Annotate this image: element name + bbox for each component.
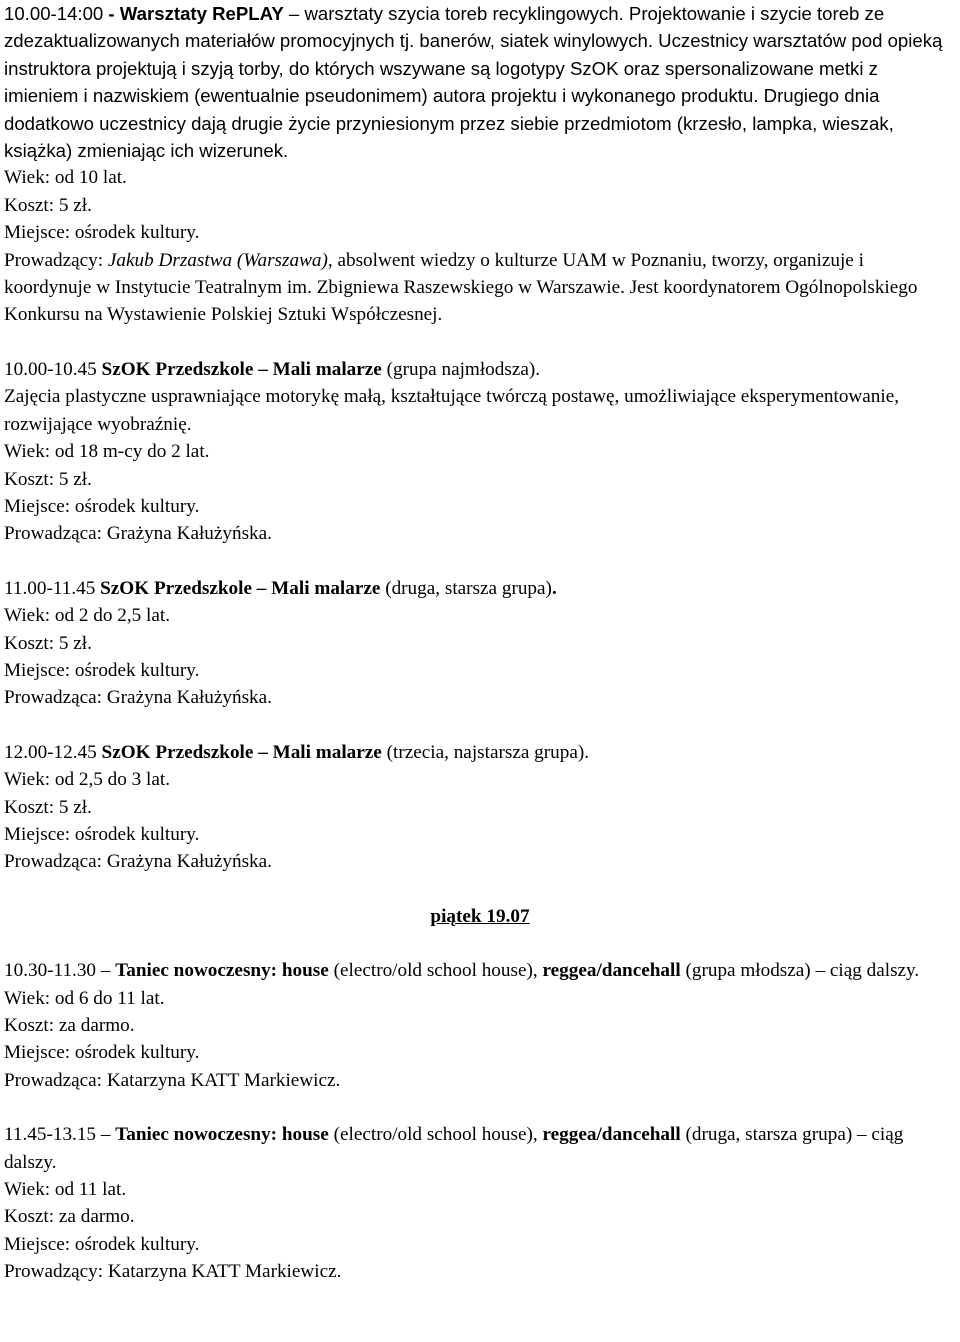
event-heading: 10.30-11.30 – Taniec nowoczesny: house (electro/old school house), reggea/dancehall (grupa młodsza) – ciąg dalszy. xyxy=(4,960,920,982)
event-age: Wiek: od 6 do 11 lat. xyxy=(4,987,165,1009)
event-cost: Koszt: 5 zł. xyxy=(4,468,92,490)
event-host: Prowadząca: Grażyna Kałużyńska. xyxy=(4,687,272,709)
event-place: Miejsce: ośrodek kultury. xyxy=(4,1233,200,1255)
event-heading: 12.00-12.45 SzOK Przedszkole – Mali malarze (trzecia, najstarsza grupa). xyxy=(4,741,590,763)
event-place: Miejsce: ośrodek kultury. xyxy=(4,495,200,517)
event-place: Miejsce: ośrodek kultury. xyxy=(4,823,200,845)
event-age: Wiek: od 11 lat. xyxy=(4,1179,127,1201)
event-host: Prowadząca: Grażyna Kałużyńska. xyxy=(4,851,272,873)
event-szok-2 xyxy=(4,575,956,712)
event-szok-3 xyxy=(4,739,956,876)
event-time: 10.00-14:00 xyxy=(4,3,104,24)
event-cost: Koszt: za darmo. xyxy=(4,1015,135,1036)
event-cost: Koszt: 5 zł. xyxy=(4,796,92,818)
host-name: Jakub Drzastwa (Warszawa) xyxy=(107,249,328,271)
day-heading: piątek 19.07 xyxy=(430,905,530,927)
event-host: Prowadząca: Grażyna Kałużyńska. xyxy=(4,523,272,545)
event-szok-1 xyxy=(4,356,956,548)
event-heading: 11.45-13.15 – Taniec nowoczesny: house (electro/old school house), reggea/dancehall (druga, starsza grupa) – ciąg dalszy. xyxy=(4,1124,904,1173)
event-replay xyxy=(4,0,956,329)
event-place: Miejsce: ośrodek kultury. xyxy=(4,659,200,681)
event-title: Warsztaty RePLAY xyxy=(119,3,284,24)
event-cost: Koszt: 5 zł. xyxy=(4,632,92,654)
event-age: Wiek: od 2 do 2,5 lat. xyxy=(4,605,171,627)
event-place: Miejsce: ośrodek kultury. xyxy=(4,222,200,244)
event-age: Wiek: od 2,5 do 3 lat. xyxy=(4,769,171,791)
event-host: Prowadząca: Katarzyna KATT Markiewicz. xyxy=(4,1069,341,1091)
event-description: Zajęcia plastyczne usprawniające motorykę małą, kształtujące twórczą postawę, umożliwiające eksperymentowanie, rozwijające wyobraźnię. xyxy=(4,386,900,435)
event-age: Wiek: od 18 m-cy do 2 lat. xyxy=(4,441,210,463)
event-taniec-2 xyxy=(4,1121,956,1285)
event-cost: Koszt: 5 zł. xyxy=(4,194,92,216)
event-place: Miejsce: ośrodek kultury. xyxy=(4,1042,200,1064)
event-host: Prowadzący: Katarzyna KATT Markiewicz. xyxy=(4,1261,342,1283)
event-description: 10.00-14:00 - Warsztaty RePLAY – warsztaty szycia toreb recyklingowych. Projektowanie i szycie toreb ze zdezaktualizowanych materiałów promocyjnych tj. banerów, siatek winylowych. Uczestnicy warsztatów pod opieką instruktora projektują i szyją torby, do których wszywane są logotypy SzOK oraz spersonalizowane metki z imieniem i nazwiskiem (ewentualnie pseudonimem) autora projektu i wykonanego produktu. Drugiego dnia dodatkowo uczestnicy dają drugie życie przyniesionym przez siebie przedmiotom (krzesło, lampka, wieszak, książka) zmieniając ich wizerunek. xyxy=(4,3,943,162)
event-heading: 11.00-11.45 SzOK Przedszkole – Mali malarze (druga, starsza grupa). xyxy=(4,577,557,599)
event-host: Prowadzący: Jakub Drzastwa (Warszawa), absolwent wiedzy o kulturze UAM w Poznaniu, tworzy, organizuje i koordynuje w Instytucie Teatralnym im. Zbigniewa Raszewskiego w Warszawie. Jest koordynatorem Ogólnopolskiego Konkursu na Wystawienie Polskiej Sztuki Współczesnej. xyxy=(4,249,918,326)
event-taniec-1 xyxy=(4,957,956,1094)
event-heading: 10.00-10.45 SzOK Przedszkole – Mali malarze (grupa najmłodsza). xyxy=(4,358,541,380)
event-age: Wiek: od 10 lat. xyxy=(4,167,127,189)
event-cost: Koszt: za darmo. xyxy=(4,1206,135,1228)
